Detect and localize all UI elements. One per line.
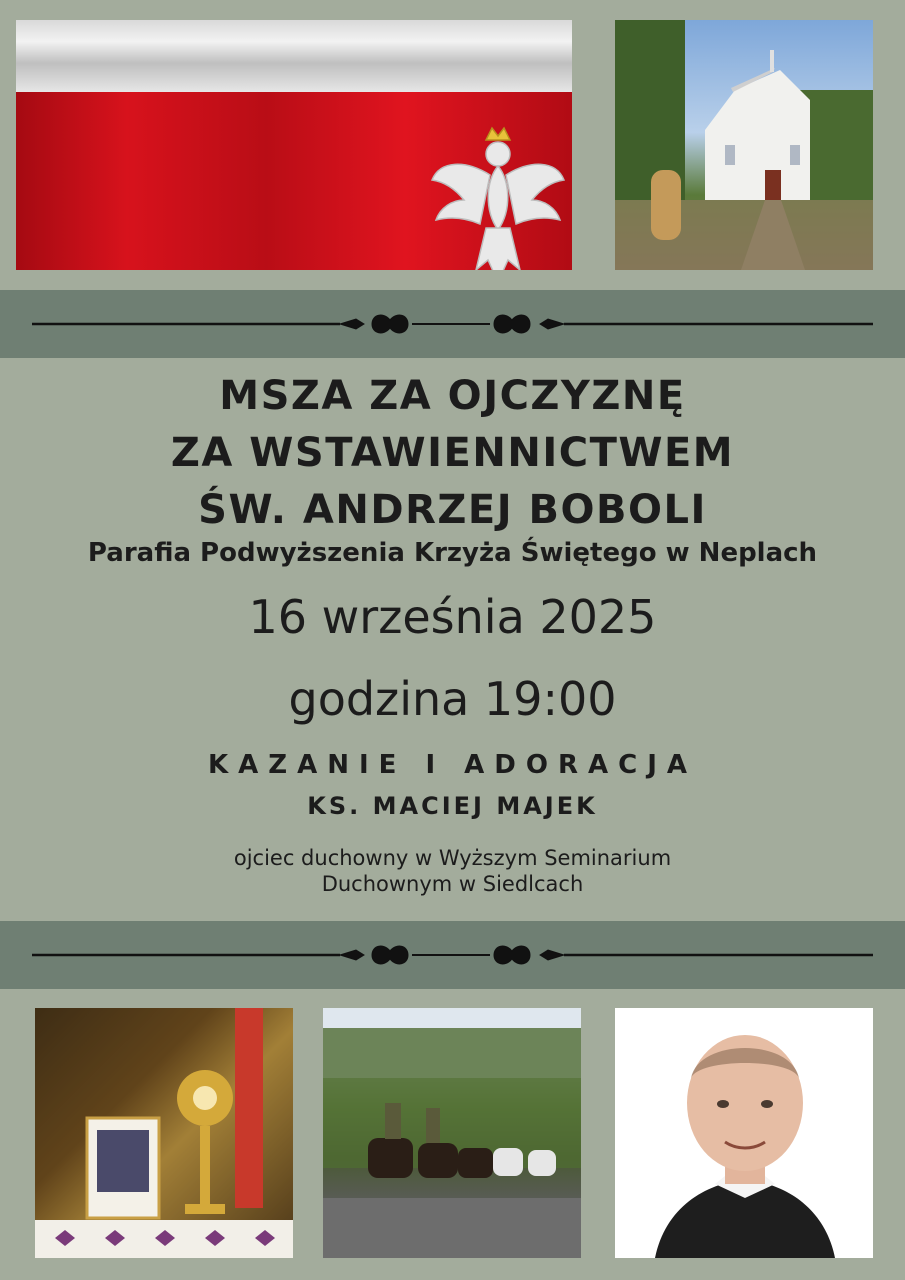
church-photo: [615, 20, 873, 270]
priest-role-line-1: ojciec duchowny w Wyższym Seminarium: [233, 846, 672, 870]
riders-illustration: [323, 1008, 581, 1258]
polish-flag-image: [16, 20, 572, 270]
heading-line-2: ZA WSTAWIENNICTWEM: [170, 430, 735, 476]
heading-line-3: ŚW. ANDRZEJ BOBOLI: [198, 487, 707, 533]
white-eagle-emblem: [426, 120, 571, 270]
church-illustration: [615, 20, 873, 270]
heading-line-1: MSZA ZA OJCZYZNĘ: [219, 373, 686, 419]
event-date: 16 września 2025: [248, 590, 657, 644]
flourish-divider-icon: [0, 290, 905, 358]
priest-name: KS. MACIEJ MAJEK: [307, 792, 598, 820]
program-label: KAZANIE I ADORACJA: [207, 750, 698, 780]
ornament-band-top: [0, 290, 905, 358]
priest-portrait-illustration: [615, 1008, 873, 1258]
flourish-divider-icon: [0, 921, 905, 989]
parish-name: Parafia Podwyższenia Krzyża Świętego w Neplach: [87, 538, 818, 568]
priest-portrait-photo: [615, 1008, 873, 1258]
altar-monstrance-photo: [35, 1008, 293, 1258]
ornament-band-bottom: [0, 921, 905, 989]
priest-role-line-2: Duchownym w Siedlcach: [321, 872, 584, 896]
monstrance-illustration: [35, 1008, 293, 1258]
cavalry-procession-photo: [323, 1008, 581, 1258]
event-time: godzina 19:00: [288, 672, 617, 726]
